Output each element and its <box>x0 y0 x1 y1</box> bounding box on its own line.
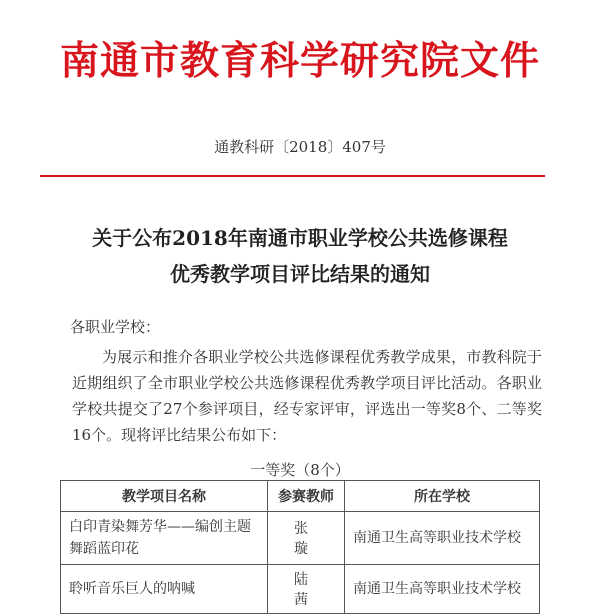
document-number: 通教科研〔2018〕407号 <box>214 138 386 156</box>
document-header-title: 南通市教育科学研究院文件 <box>59 38 540 84</box>
column-header-teacher: 参赛教师 <box>268 481 345 512</box>
header-divider <box>40 175 545 177</box>
notice-title-line-2: 优秀教学项目评比结果的通知 <box>170 262 430 286</box>
results-table <box>60 480 540 614</box>
cell-teacher: 张 璇 <box>268 512 345 565</box>
table-header-row <box>61 481 540 512</box>
body-paragraph: 为展示和推介各职业学校公共选修课程优秀教学成果，市教科院于近期组织了全市职业学校公共选修课程优秀教学项目评比活动。各职业学校共提交了27个参评项目，经专家评审，评选出一等奖8个、二等奖16个。现将评比结果公布如下： <box>72 348 542 444</box>
cell-school: 南通卫生高等职业技术学校 <box>345 565 540 614</box>
cell-project: 聆听音乐巨人的呐喊 <box>61 565 268 614</box>
cell-teacher: 陆 茜 <box>268 565 345 614</box>
table-row <box>61 565 540 614</box>
table-row <box>61 512 540 565</box>
column-header-project: 教学项目名称 <box>61 481 268 512</box>
salutation: 各职业学校： <box>70 318 161 336</box>
cell-project: 白印青染舞芳华——编创主题舞蹈蓝印花 <box>61 512 268 565</box>
notice-title-line-1: 关于公布2018年南通市职业学校公共选修课程 <box>92 226 508 250</box>
column-header-school: 所在学校 <box>345 481 540 512</box>
award-heading: 一等奖（8个） <box>250 461 350 479</box>
cell-school: 南通卫生高等职业技术学校 <box>345 512 540 565</box>
